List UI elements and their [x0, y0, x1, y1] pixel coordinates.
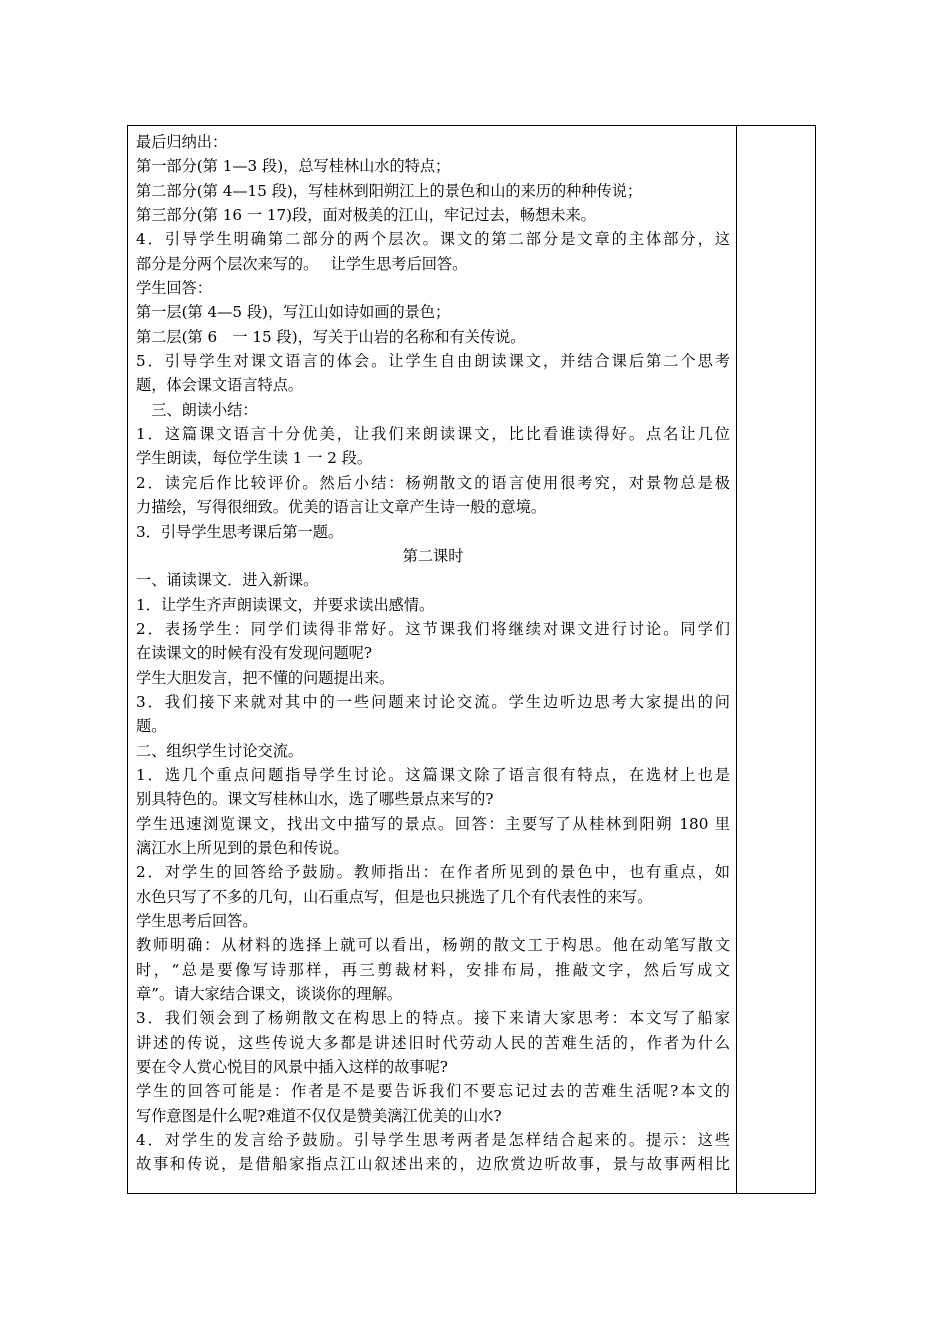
text-line: 学生的回答可能是：作者是不是要告诉我们不要忘记过去的苦难生活呢?本文的: [136, 1082, 730, 1101]
text-line: 写作意图是什么呢?难道不仅仅是赞美漓江优美的山水?: [136, 1106, 502, 1125]
text-line: 第一层(第 4—5 段)，写江山如诗如画的景色；: [136, 303, 451, 322]
text-line: 学生思考后回答。: [136, 912, 258, 930]
text-line: 3．我们接下来就对其中的一些问题来讨论交流。学生边听边思考大家提出的问: [136, 692, 730, 711]
text-line: 时，“总是要像写诗那样，再三剪裁材料，安排布局，推敲文字，然后写成文: [136, 960, 730, 979]
text-line: 讲述的传说，这些传说大多都是讲述旧时代劳动人民的苦难生活的，作者为什么: [136, 1033, 730, 1052]
text-line: 要在令人赏心悦目的风景中插入这样的故事呢?: [136, 1058, 448, 1077]
text-line: 1．让学生齐声朗读课文，并要求读出感情。: [136, 595, 435, 614]
text-line: 二、组织学生讨论交流。: [136, 741, 304, 760]
section-heading: 第二课时: [402, 546, 464, 565]
text-line: 题，体会课文语言特点。: [136, 376, 304, 395]
text-line: 1．选几个重点问题指导学生讨论。这篇课文除了语言很有特点，在选材上也是: [136, 765, 730, 784]
text-line: 第二层(第 6 一 15 段)，写关于山岩的名称和有关传说。: [136, 327, 526, 346]
notes-cell: [738, 126, 816, 1193]
text-line: 2．读完后作比较评价。然后小结：杨朔散文的语言使用很考究，对景物总是极: [136, 473, 730, 492]
text-line: 题。: [136, 717, 167, 736]
text-line: 4．对学生的发言给予鼓励。引导学生思考两者是怎样结合起来的。提示：这些: [136, 1131, 730, 1150]
text-line: 第一部分(第 1—3 段)，总写桂林山水的特点；: [136, 157, 451, 176]
lesson-plan-table: [127, 125, 816, 1194]
text-line: 5．引导学生对课文语言的体会。让学生自由朗读课文，并结合课后第二个思考: [136, 352, 730, 371]
text-line: 学生迅速浏览课文，找出文中描写的景点。回答：主要写了从桂林到阳朔 180 里: [136, 814, 730, 833]
text-line: 在读课文的时候有没有发现问题呢?: [136, 644, 372, 663]
lesson-content-cell: [136, 130, 730, 1177]
text-line: 4．引导学生明确第二部分的两个层次。课文的第二部分是文章的主体部分，这: [136, 230, 730, 249]
text-line: 2．表扬学生：同学们读得非常好。这节课我们将继续对课文进行讨论。同学们: [136, 619, 730, 638]
text-line: 故事和传说，是借船家指点江山叙述出来的，边欣赏边听故事，景与故事两相比: [136, 1155, 730, 1174]
text-line: 一、诵读课文．进入新课。: [136, 571, 319, 590]
text-line: 部分是分两个层次来写的。 让学生思考后回答。: [136, 254, 468, 273]
text-line: 3．引导学生思考课后第一题。: [136, 522, 344, 541]
text-line: 学生朗读，每位学生读 1 一 2 段。: [136, 449, 373, 468]
column-divider: [736, 126, 737, 1193]
text-line: 2．对学生的回答给予鼓励。教师指出：在作者所见到的景色中，也有重点，如: [136, 863, 730, 882]
text-line: 别具特色的。课文写桂林山水，选了哪些景点来写的?: [136, 790, 494, 809]
text-line: 水色只写了不多的几句，山石重点写，但是也只挑选了几个有代表性的来写。: [136, 887, 653, 906]
text-line: 3．我们领会到了杨朔散文在构思上的特点。接下来请大家思考：本文写了船家: [136, 1009, 730, 1028]
text-line: 第二部分(第 4—15 段)，写桂林到阳朔江上的景色和山的来历的种种传说；: [136, 181, 643, 200]
text-line: 第三部分(第 16 一 17)段，面对极美的江山，牢记过去，畅想未来。: [136, 206, 596, 225]
text-line: 学生回答：: [136, 279, 212, 298]
text-line: 1．这篇课文语言十分优美，让我们来朗读课文，比比看谁读得好。点名让几位: [136, 425, 730, 444]
text-line: 三、朗读小结：: [136, 400, 258, 419]
text-line: 漓江水上所见到的景色和传说。: [136, 838, 349, 857]
text-line: 最后归纳出：: [136, 133, 228, 151]
text-line: 力描绘，写得很细致。优美的语言让文章产生诗一般的意境。: [136, 498, 547, 517]
text-line: 章”。请大家结合课文，谈谈你的理解。: [136, 985, 402, 1004]
text-line: 学生大胆发言，把不懂的问题提出来。: [136, 668, 395, 687]
text-line: 教师明确：从材料的选择上就可以看出，杨朔的散文工于构思。他在动笔写散文: [136, 936, 730, 955]
